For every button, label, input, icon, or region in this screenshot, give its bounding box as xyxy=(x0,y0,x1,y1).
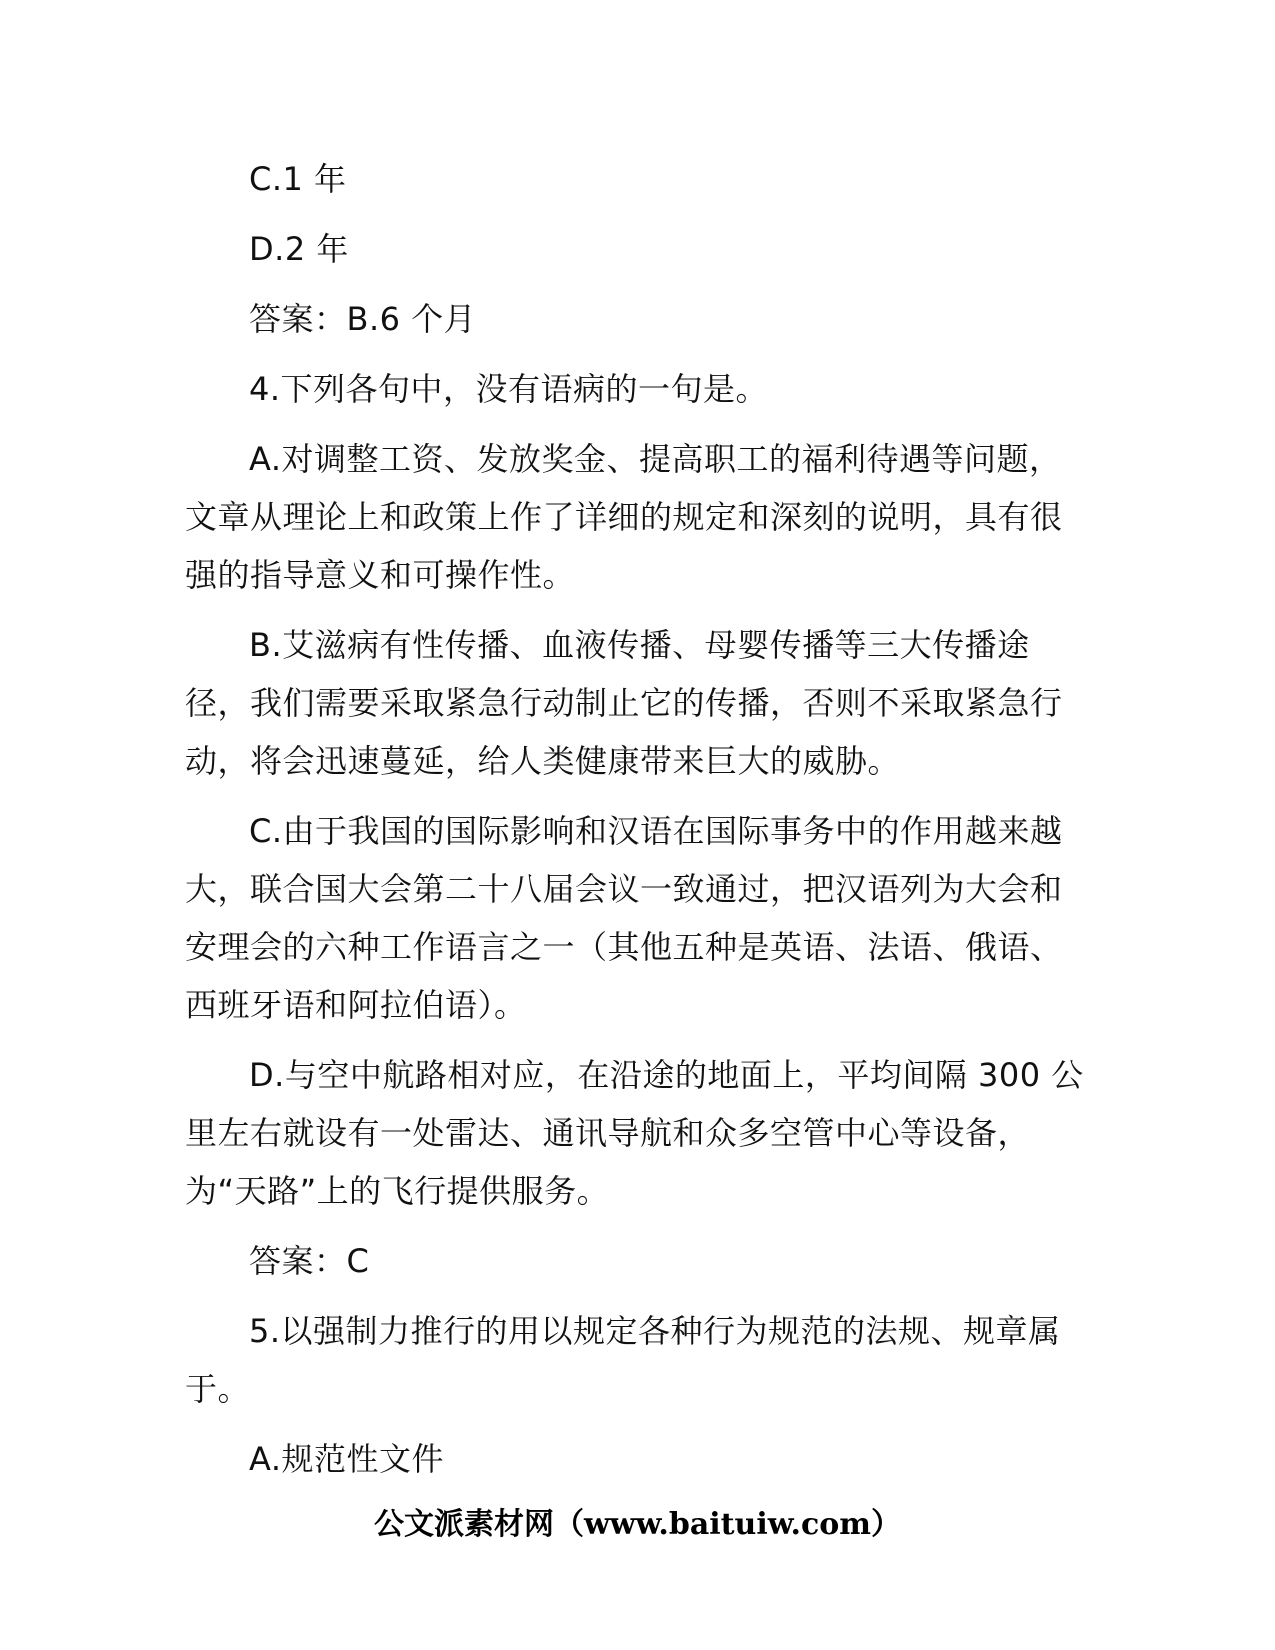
option-d-2-years: D.2 年 xyxy=(249,230,349,268)
question-5-option-a: A.规范性文件 xyxy=(249,1440,445,1478)
question-4-option-a: A.对调整工资、发放奖金、提高职工的福利待遇等问题，文章从理论上和政策上作了详细的规定和深刻的说明，具有很强的指导意义和可操作性。 xyxy=(185,440,1063,594)
question-4: 4.下列各句中，没有语病的一句是。 xyxy=(249,370,769,408)
question-5: 5.以强制力推行的用以规定各种行为规范的法规、规章属于。 xyxy=(185,1312,1061,1408)
question-4-option-d: D.与空中航路相对应，在沿途的地面上，平均间隔 300 公里左右就设有一处雷达、通讯导航和众多空管中心等设备，为“天路”上的飞行提供服务。 xyxy=(185,1056,1084,1210)
page-footer-source: 公文派素材网（www.baituiw.com） xyxy=(373,1507,902,1542)
question-4-option-b: B.艾滋病有性传播、血液传播、母婴传播等三大传播途径，我们需要采取紧急行动制止它的传播，否则不采取紧急行动，将会迅速蔓延，给人类健康带来巨大的威胁。 xyxy=(185,626,1063,780)
question-4-option-c: C.由于我国的国际影响和汉语在国际事务中的作用越来越大，联合国大会第二十八届会议一致通过，把汉语列为大会和安理会的六种工作语言之一（其他五种是英语、法语、俄语、西班牙语和阿拉伯语）。 xyxy=(185,812,1063,1024)
answer-q4: 答案：C xyxy=(249,1242,370,1280)
document-body xyxy=(185,150,1085,1500)
answer-q3: 答案：B.6 个月 xyxy=(249,300,477,338)
option-c-1-year: C.1 年 xyxy=(249,160,347,198)
